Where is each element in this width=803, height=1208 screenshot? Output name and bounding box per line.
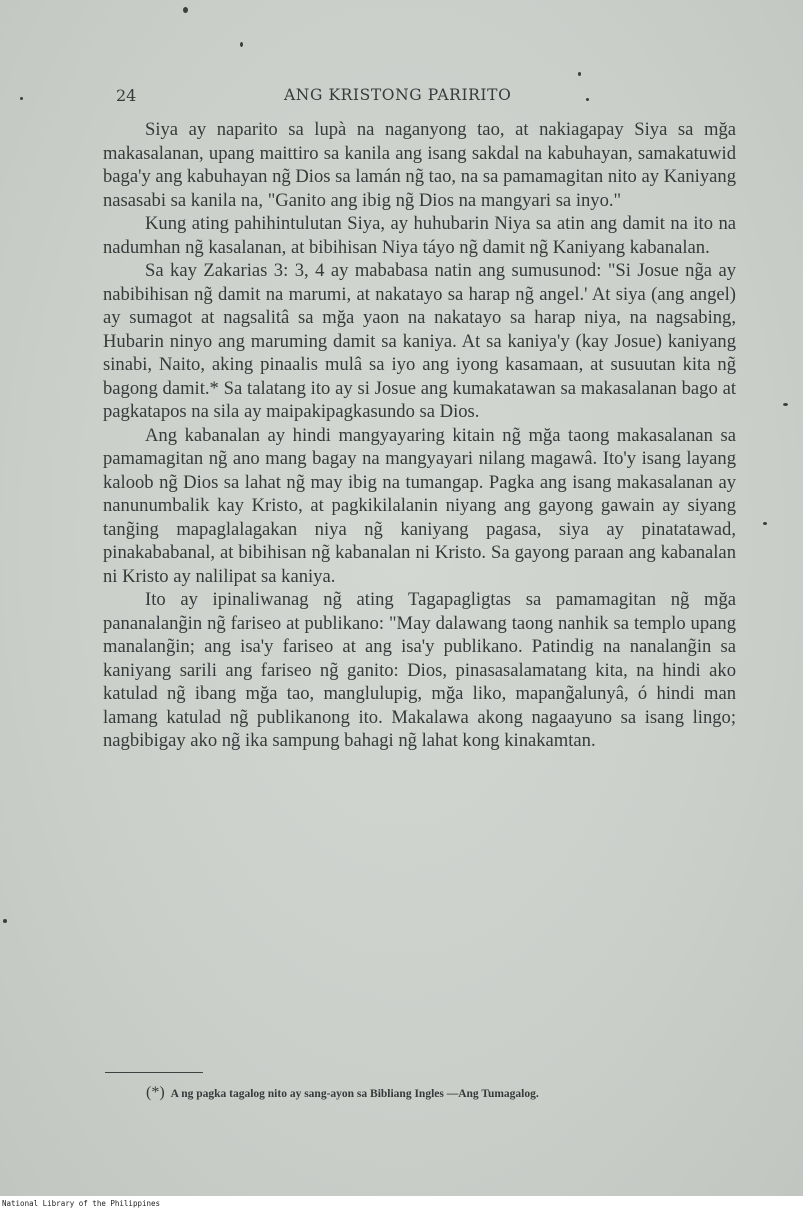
body-text xyxy=(103,118,736,753)
footnote-divider xyxy=(105,1072,203,1073)
paragraph: Siya ay naparito sa lupà na naganyong tao, at nakiagapay Siya sa mğa makasalanan, upang maittiro sa kanila ang isang sakdal na kabuhayan, samakatuwid baga'y ang kabuhayan ng̃ Dios sa lamán ng̃ tao, na sa pamamagitan nito ay Kaniyang nasasabi sa kanila na, "Ganito ang ibig ng̃ Dios na mangyari sa inyo." xyxy=(103,119,736,211)
ink-speck xyxy=(3,919,7,923)
ink-speck xyxy=(763,522,767,525)
footnote-text: A ng pagka tagalog nito ay sang-ayon sa Bibliang Ingles —Ang Tumagalog. xyxy=(170,1088,539,1100)
ink-speck xyxy=(240,42,243,47)
ink-speck xyxy=(578,72,581,76)
ink-speck xyxy=(183,7,188,13)
paragraph: Ang kabanalan ay hindi mangyayaring kitain ng̃ mğa taong makasalanan sa pamamagitan ng̃ ano mang bagay na mangyayari nilang magawâ. Ito'y isang layang kaloob ng̃ Dios sa lahat ng̃ may ibig na tumangap. Pagka ang isang makasalanan ay nanunumbalik kay Kristo, at pagkikilalanin niyang ang gayong gawain ay siyang tang̃ing mapaglalagakan niya ng̃ kaniyang pagasa, siya ay pinatatawad, pinakababanal, at bibihisan ng̃ kabanalan ni Kristo. Sa gayong paraan ang kabanalan ni Kristo ay nalilipat sa kaniya. xyxy=(103,424,736,587)
footnote xyxy=(146,1084,766,1102)
page-header xyxy=(0,86,803,110)
paragraph: Sa kay Zakarias 3: 3, 4 ay mababasa natin ang sumusunod: "Si Josue ng̃a ay nabibihisan ng̃ damit na marumi, at nakatayo sa harap ng̃ angel.' At siya (ang angel) ay sumagot at nagsalitâ sa mğa yaon na nakatayo sa harap niya, na nagsabing, Hubarin ninyo ang maruming damit sa kaniya. At sa kaniya'y (kay Josue) kaniyang sinabi, Naito, aking pinaalis mulâ sa iyo ang iyong kasamaan, at susuutan kita ng̃ bagong damit.* Sa talatang ito ay si Josue ang kumakatawan sa makasalanan bago at pagkatapos na sila ay maipakipagkasundo sa Dios. xyxy=(103,260,736,422)
paragraph: Kung ating pahihintulutan Siya, ay huhubarin Niya sa atin ang damit na ito na nadumhan ng̃ kasalanan, at bibihisan Niya táyo ng̃ damit ng̃ Kaniyang kabanalan. xyxy=(103,213,736,258)
library-credit: National Library of the Philippines xyxy=(2,1199,161,1208)
paragraph: Ito ay ipinaliwanag ng̃ ating Tagapagligtas sa pamamagitan ng̃ mğa pananalang̃in ng̃ fariseo at publikano: "May dalawang taong nanhik sa templo upang manalang̃in; ang isa'y fariseo at ang isa'y publikano. Patindig na nanalang̃in sa kaniyang sarili ang fariseo ng̃ ganito: Dios, pinasasalamatang kita, na hindi ako katulad ng̃ ibang mğa tao, manglulupig, mğa liko, mapang̃alunyâ, ó hindi man lamang katulad ng̃ publikanong ito. Makalawa akong nagaayuno sa isang lingo; nagbibigay ako ng̃ ika sampung bahagi ng̃ lahat kong kinakamtan. xyxy=(103,589,736,751)
footnote-marker: (*) xyxy=(146,1084,165,1101)
ink-speck xyxy=(783,403,788,406)
running-title: ANG KRISTONG PARIRITO xyxy=(284,86,512,104)
page-number: 24 xyxy=(116,86,137,105)
